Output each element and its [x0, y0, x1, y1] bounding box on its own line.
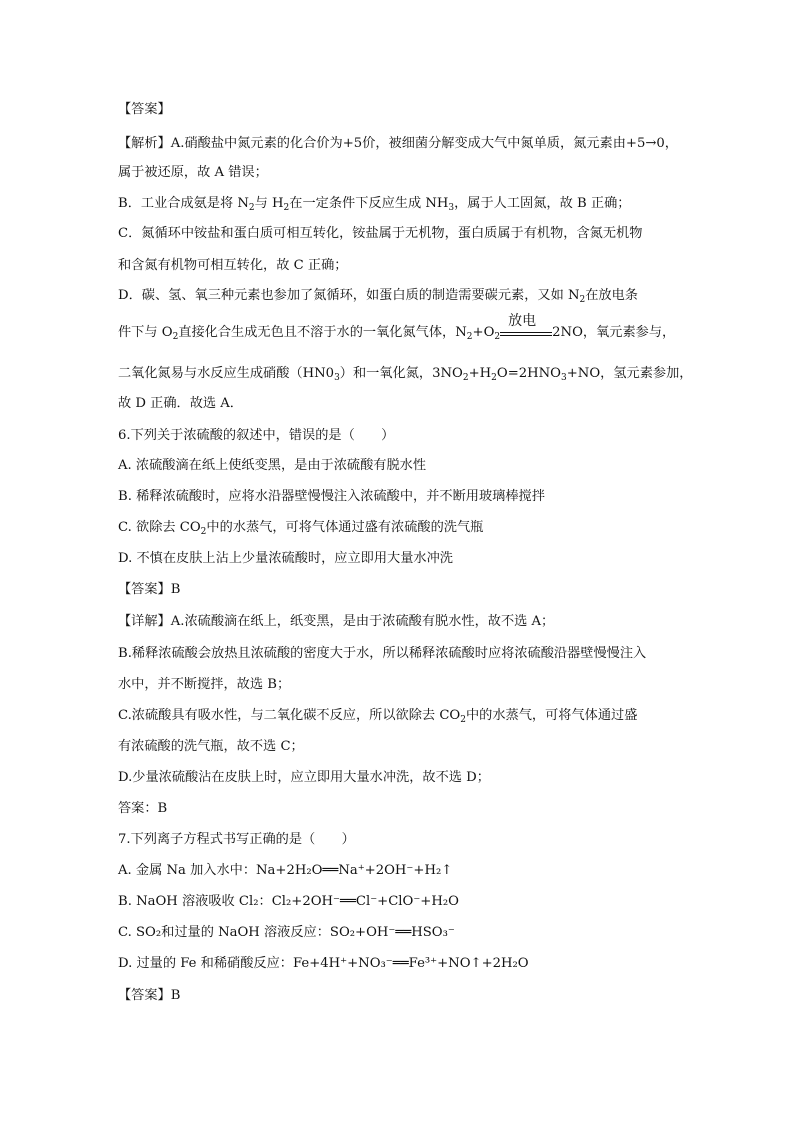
q6-stem: 6.下列关于浓硫酸的叙述中，错误的是（ ） [118, 428, 395, 443]
q6-option-d: D. 不慎在皮肤上沾上少量浓硫酸时，应立即用大量水冲洗 [118, 551, 453, 566]
q6-detail-b-line-2: 水中，并不断搅拌，故选 B； [118, 677, 291, 692]
q6-option-b: B. 稀释浓硫酸时，应将水沿器壁慢慢注入浓硫酸中，并不断用玻璃棒搅拌 [118, 489, 545, 504]
q6-detail-a: 【详解】A.浓硫酸滴在纸上，纸变黑，是由于浓硫酸有脱水性，故不选 A； [118, 614, 555, 629]
q7-option-b: B. NaOH 溶液吸收 Cl₂：Cl₂+2OH⁻══Cl⁻+ClO⁻+H₂O [118, 894, 459, 909]
q5-option-d-line-1: D．碳、氢、氧三种元素也参加了氮循环，如蛋白质的制造需要碳元素，又如 $N_2$在放电条 [118, 288, 638, 305]
q6-option-c: C. 欲除去 $CO_2$中的水蒸气，可将气体通过盛有浓硫酸的洗气瓶 [118, 520, 484, 537]
q6-answer: 【答案】B [118, 582, 181, 597]
q5-option-d-line-2: 件下与 $O_2$直接化合生成无色且不溶于水的一氧化氮气体，$N_2+O_2$ 放电 2NO，氧元素参与， [118, 313, 676, 342]
discharge-condition-label: 放电 [508, 313, 537, 329]
analysis-tag: 【解析】 [118, 136, 171, 151]
q5-option-d-line-3: 二氧化氮易与水反应生成硝酸$(HN0_3)$和一氧化氮，$3NO_2+H_2O=2HNO_3+NO$，氢元素参加， [118, 366, 693, 383]
q5-option-b-explanation: B．工业合成氨是将 $N_2$与 $H_2$在一定条件下反应生成 $NH_3$，属于人工固氮，故 B 正确； [118, 196, 631, 213]
q6-detail-c-line-2: 有浓硫酸的洗气瓶，故不选 C； [118, 739, 304, 754]
q6-detail-c-line-1: C.浓硫酸具有吸水性，与二氧化碳不反应，所以欲除去 $CO_2$中的水蒸气，可将气体通过盛 [118, 708, 638, 725]
q5-option-c-line-2: 和含氮有机物可相互转化，故 C 正确； [118, 258, 348, 273]
q7-answer: 【答案】B [118, 988, 181, 1003]
q6-detail-b-line-1: B.稀释浓硫酸会放热且浓硫酸的密度大于水，所以稀释浓硫酸时应将浓硫酸沿器壁慢慢注入 [118, 646, 647, 661]
q5-option-d-line-4: 故 D 正确．故选 A． [118, 396, 243, 411]
q5-analysis-line-1: 【解析】A.硝酸盐中氮元素的化合价为+5价，被细菌分解变成大气中氮单质，氮元素由+5→0， [118, 136, 678, 151]
q6-detail-d: D.少量浓硫酸沾在皮肤上时，应立即用大量水冲洗，故不选 D； [118, 770, 490, 785]
q7-option-c: C. SO₂和过量的 NaOH 溶液反应：SO₂+OH⁻══HSO₃⁻ [118, 925, 455, 940]
q7-option-a: A. 金属 Na 加入水中：Na+2H₂O══Na⁺+2OH⁻+H₂↑ [118, 863, 453, 878]
q7-option-d: D. 过量的 Fe 和稀硝酸反应：Fe+4H⁺+NO₃⁻══Fe³⁺+NO↑+2H₂O [118, 956, 529, 971]
reaction-condition-equals [500, 313, 552, 342]
q6-final-answer: 答案：B [118, 801, 168, 816]
q5-answer-label: 【答案】 [118, 102, 171, 117]
detail-tag: 【详解】 [118, 614, 171, 629]
q5-option-c-line-1: C．氮循环中铵盐和蛋白质可相互转化，铵盐属于无机物，蛋白质属于有机物，含氮无机物 [118, 226, 643, 241]
q6-option-a: A. 浓硫酸滴在纸上使纸变黑，是由于浓硫酸有脱水性 [118, 458, 427, 473]
q7-stem: 7.下列离子方程式书写正确的是（ ） [118, 832, 355, 847]
q5-analysis-line-2: 属于被还原，故 A 错误； [118, 165, 268, 180]
